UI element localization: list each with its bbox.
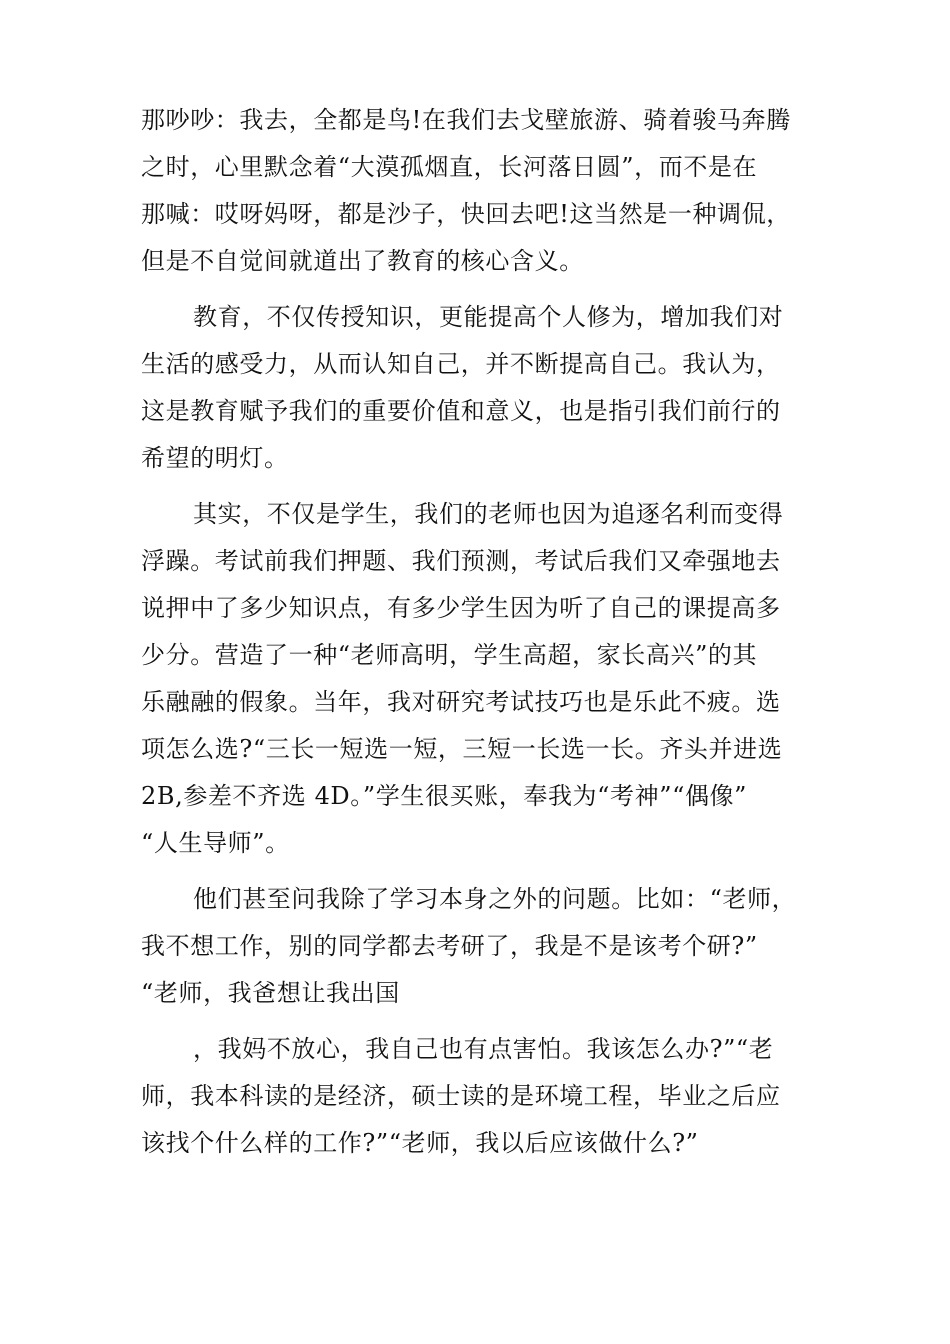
- text-line: 教育，不仅传授知识，更能提高个人修为，增加我们对: [193, 303, 784, 331]
- text-line: 那吵吵：我去，全都是鸟!在我们去戈壁旅游、骑着骏马奔腾: [141, 106, 791, 134]
- text-line: 该找个什么样的工作?”“老师，我以后应该做什么?”: [141, 1129, 699, 1157]
- text-line: 少分。营造了一种“老师高明，学生高超，家长高兴”的其: [141, 641, 758, 669]
- text-line: 之时，心里默念着“大漠孤烟直，长河落日圆”，而不是在: [141, 153, 758, 181]
- text-line: ，我妈不放心，我自己也有点害怕。我该怎么办?”“老: [193, 1035, 774, 1063]
- text-line: 我不想工作，别的同学都去考研了，我是不是该考个研?”: [141, 932, 758, 960]
- body-text: [141, 97, 821, 1167]
- text-line: 希望的明灯。: [141, 444, 289, 472]
- text-line: 这是教育赋予我们的重要价值和意义，也是指引我们前行的: [141, 397, 781, 425]
- text-line: 那喊：哎呀妈呀，都是沙子，快回去吧!这当然是一种调侃，: [141, 200, 791, 228]
- text-line: 但是不自觉间就道出了教育的核心含义。: [141, 247, 584, 275]
- text-line: 他们甚至问我除了学习本身之外的问题。比如：“老师，: [193, 885, 797, 913]
- text-line: 生活的感受力，从而认知自己，并不断提高自己。我认为，: [141, 350, 781, 378]
- text-line: 其实，不仅是学生，我们的老师也因为追逐名利而变得: [193, 500, 784, 528]
- paragraph: [141, 491, 821, 867]
- text-line: 项怎么选?“三长一短选一短，三短一长选一长。齐头并进选: [141, 735, 783, 763]
- paragraph: [141, 294, 821, 482]
- text-line: “老师，我爸想让我出国: [141, 979, 400, 1007]
- text-line: 浮躁。考试前我们押题、我们预测，考试后我们又牵强地去: [141, 547, 781, 575]
- text-line: “人生导师”。: [141, 829, 290, 857]
- text-line: 说押中了多少知识点，有多少学生因为听了自己的课提高多: [141, 594, 781, 622]
- text-line: 乐融融的假象。当年，我对研究考试技巧也是乐此不疲。选: [141, 688, 781, 716]
- paragraph: [141, 1026, 821, 1167]
- paragraph: [141, 97, 821, 285]
- text-line: 师，我本科读的是经济，硕士读的是环境工程，毕业之后应: [141, 1082, 781, 1110]
- text-line: 2B,参差不齐选 4D。”学生很买账，奉我为“考神”“偶像”: [141, 782, 748, 810]
- paragraph: [141, 876, 821, 1017]
